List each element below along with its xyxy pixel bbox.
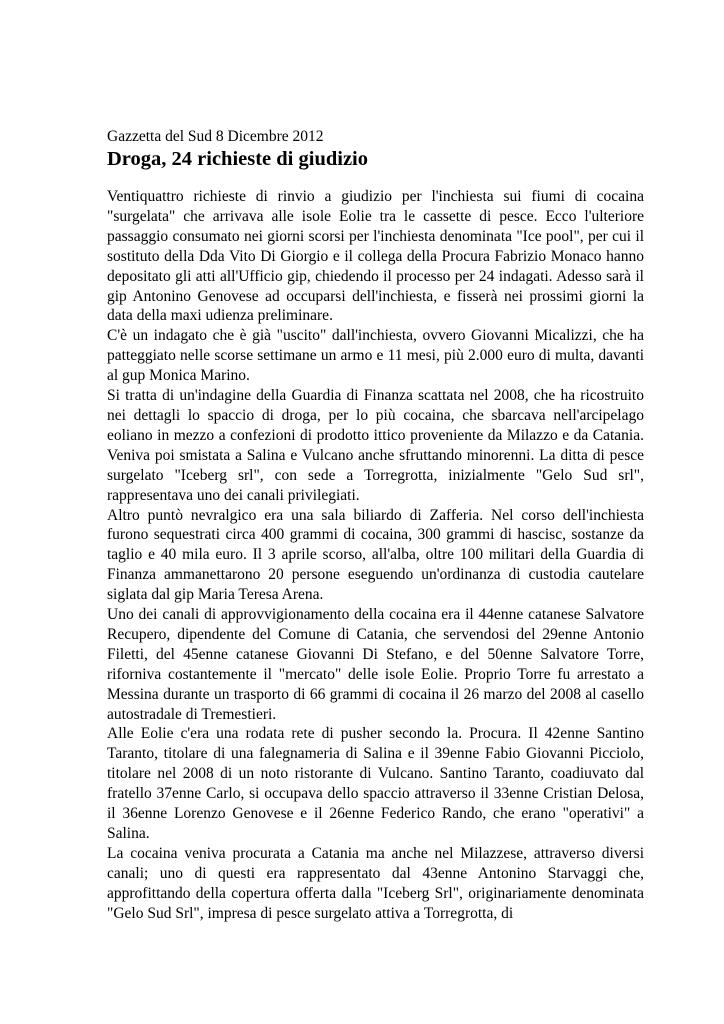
article-paragraph: Alle Eolie c'era una rodata rete di pusher secondo la. Procura. Il 42enne Santino Taranto, titolare di una falegnameria di Salina e il 39enne Fabio Giovanni Picciolo, titolare nel 2008 di un noto ristorante di Vulcano. Santino Taranto, coadiuvato dal fratello 37enne Carlo, si occupava dello spaccio attraverso il 33enne Cristian Delosa, il 36enne Lorenzo Genovese e il 26enne Federico Rando, che erano "operativi" a Salina.: [107, 725, 644, 842]
article-page: [107, 127, 644, 924]
article-paragraph: Uno dei canali di approvvigionamento della cocaina era il 44enne catanese Salvatore Recupero, dipendente del Comune di Catania, che servendosi del 29enne Antonio Filetti, del 45enne catanese Giovanni Di Stefano, e del 50enne Salvatore Torre, riforniva costantemente il "mercato" delle isole Eolie. Proprio Torre fu arrestato a Messina durante un trasporto di 66 grammi di cocaina il 26 marzo del 2008 al casello autostradale di Tremestieri.: [107, 606, 644, 723]
article-paragraph: La cocaina veniva procurata a Catania ma anche nel Milazzese, attraverso diversi canali; uno di questi era rappresentato dal 43enne Antonino Starvaggi che, approfittando della copertura offerta dalla "Iceberg Srl", originariamente denominata "Gelo Sud Srl", impresa di pesce surgelato attiva a Torregrotta, di: [107, 844, 644, 922]
article-paragraph: Altro puntò nevralgico era una sala biliardo di Zafferia. Nel corso dell'inchiesta furono sequestrati circa 400 grammi di cocaina, 300 grammi di hascisc, sostanze da taglio e 40 mila euro. Il 3 aprile scorso, all'alba, oltre 100 militari della Guardia di Finanza ammanettarono 20 persone eseguendo un'ordinanza di custodia cautelare siglata dal gip Maria Teresa Arena.: [107, 506, 644, 604]
article-title: Droga, 24 richieste di giudizio: [107, 148, 368, 170]
article-paragraph: Si tratta di un'indagine della Guardia di Finanza scattata nel 2008, che ha ricostruito nei dettagli lo spaccio di droga, per lo più cocaina, che sbarcava nell'arcipelago eoliano in mezzo a confezioni di prodotto ittico proveniente da Milazzo e da Catania. Veniva poi smistata a Salina e Vulcano anche sfruttando minorenni. La ditta di pesce surgelato "Iceberg srl", con sede a Torregrotta, inizialmente "Gelo Sud srl", rappresentava uno dei canali privilegiati.: [107, 387, 644, 504]
article-paragraph: C'è un indagato che è già "uscito" dall'inchiesta, ovvero Giovanni Micalizzi, che ha patteggiato nelle scorse settimane un armo e 11 mesi, più 2.000 euro di multa, davanti al gup Monica Marino.: [107, 327, 644, 385]
article-source: Gazzetta del Sud 8 Dicembre 2012: [107, 128, 324, 145]
article-paragraph: Ventiquattro richieste di rinvio a giudizio per l'inchiesta sui fiumi di cocaina "surgelata" che arrivava alle isole Eolie tra le cassette di pesce. Ecco l'ulteriore passaggio consumato nei giorni scorsi per l'inchiesta denominata "Ice pool", per cui il sostituto della Dda Vito Di Giorgio e il collega della Procura Fabrizio Monaco hanno depositato gli atti all'Ufficio gip, chiedendo il processo per 24 indagati. Adesso sarà il gip Antonino Genovese ad occuparsi dell'inchiesta, e fisserà nei prossimi giorni la data della maxi udienza preliminare.: [107, 188, 644, 325]
article-body: [107, 187, 644, 924]
